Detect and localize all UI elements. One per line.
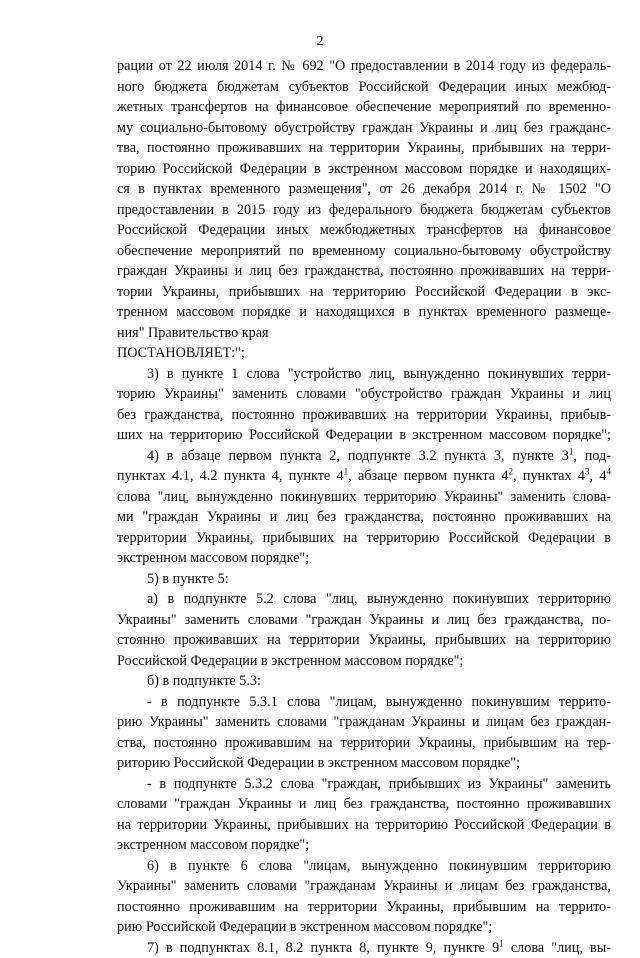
text-line [117, 220, 611, 241]
text-segment: риторию Российской Федерации в экстренном массовом порядке"; [117, 755, 520, 771]
text-segment: ния" Правительство края [117, 325, 269, 341]
text-segment: Российской Федерации в экстренном массовом порядке"; [117, 653, 463, 669]
text-segment: торию Украины" заменить словами "обустройство граждан Украины и лиц [117, 386, 611, 402]
text-line [117, 179, 611, 200]
text-line [117, 282, 611, 303]
text-segment: ного бюджета бюджетам субъектов Российской Федерации иных межбюд- [117, 79, 611, 95]
text-line [117, 343, 611, 364]
text-segment: 6) в пункте 6 слова "лицам, вынужденно покинувшим территорию [147, 858, 611, 874]
text-segment: постоянно проживавшим на территории Украины, прибывшим на террито- [117, 899, 611, 915]
superscript: 3 [585, 466, 590, 476]
text-segment: б) в подпункте 5.3: [147, 673, 261, 689]
text-line [117, 938, 611, 958]
text-segment: 5) в пункте 5: [147, 571, 229, 587]
text-segment: обеспечение мероприятий по временному социально-бытовому обустройству [117, 243, 611, 259]
text-segment: жетных трансфертов на финансовое обеспечение мероприятий по временно- [117, 99, 611, 115]
superscript: 1 [569, 446, 574, 456]
text-segment: пунктах 4.1, 4.2 пункта 4, пункте 4 [117, 468, 344, 484]
text-line [117, 405, 611, 426]
text-segment: рации от 22 июля 2014 г. № 692 "О предоставлении в 2014 году из федераль- [117, 58, 611, 74]
text-line [117, 77, 611, 98]
text-line [117, 97, 611, 118]
text-segment: тории Украины, прибывших на территорию Российской Федерации в экс- [117, 284, 611, 300]
text-segment: торию Российской Федерации в экстренном массовом порядке и находящих- [117, 161, 611, 177]
text-line [117, 56, 611, 77]
superscript: 1 [344, 466, 349, 476]
text-segment: - в подпункте 5.3.2 слова "граждан, прибывших из Украины" заменить [147, 776, 611, 792]
text-line [117, 466, 611, 487]
text-segment: ми "граждан Украины и лиц без гражданства, постоянно проживавших на [117, 509, 611, 525]
text-segment: тва, постоянно проживавших на территории Украины, прибывших на терри- [117, 140, 611, 156]
text-line [117, 118, 611, 139]
text-segment: , пунктах 4 [513, 468, 585, 484]
text-segment: Российской Федерации иных межбюджетных трансфертов на финансовое [117, 222, 611, 238]
text-line [117, 897, 611, 918]
text-segment: рию Украины" заменить словами "гражданам Украины и лицам без граждан- [117, 714, 611, 730]
text-line [117, 507, 611, 528]
text-segment: стоянно проживавших на территории Украины, прибывших на территорию [117, 632, 611, 648]
text-segment: , 4 [590, 468, 607, 484]
text-line [117, 712, 611, 733]
text-line [117, 384, 611, 405]
text-segment: рию Российской Федерации в экстренном массовом порядке"; [117, 919, 492, 935]
text-line [117, 876, 611, 897]
text-segment: экстренном массовом порядке"; [117, 550, 309, 566]
text-segment: предоставлении в 2015 году из федерального бюджета бюджетам субъектов [117, 202, 611, 218]
text-segment: экстренном массовом порядке"; [117, 837, 309, 853]
text-segment: тренном массовом порядке и находящихся в пунктах временного размеще- [117, 304, 611, 320]
page-number: 2 [0, 34, 640, 50]
text-line [117, 630, 611, 651]
text-line [117, 302, 611, 323]
text-segment: на территории Украины, прибывших на территорию Российской Федерации в [117, 817, 611, 833]
text-line [117, 856, 611, 877]
text-segment: , под- [573, 448, 611, 464]
text-line [117, 548, 611, 569]
superscript: 2 [508, 466, 513, 476]
text-segment: слова "лиц, вы- [504, 940, 611, 956]
text-line [117, 610, 611, 631]
text-line [117, 569, 611, 590]
text-line [117, 159, 611, 180]
text-segment: Украины" заменить словами "граждан Украины и лиц без гражданства, по- [117, 612, 611, 628]
text-line [117, 651, 611, 672]
text-segment: 4) в абзаце первом пункта 2, подпункте 3.2 пункта 3, пункте 3 [147, 448, 569, 464]
text-line [117, 425, 611, 446]
text-line [117, 692, 611, 713]
text-line [117, 753, 611, 774]
text-segment: граждан Украины и лиц без гражданства, постоянно проживавших на терри- [117, 263, 611, 279]
text-segment: слова "лиц, вынужденно покинувших территорию Украины" заменить слова- [117, 489, 611, 505]
text-segment: 7) в подпунктах 8.1, 8.2 пункта 8, пункте 9, пункте 9 [147, 940, 499, 956]
text-line [117, 241, 611, 262]
text-segment: - в подпункте 5.3.1 слова "лицам, вынужденно покинувшим террито- [147, 694, 611, 710]
text-line [117, 835, 611, 856]
text-line [117, 774, 611, 795]
superscript: 1 [499, 938, 504, 948]
text-line [117, 138, 611, 159]
text-segment: ПОСТАНОВЛЯЕТ:"; [117, 345, 245, 361]
text-line [117, 815, 611, 836]
text-line [117, 917, 611, 938]
text-segment: а) в подпункте 5.2 слова "лиц, вынужденно покинувших территорию [147, 591, 611, 607]
text-segment: , абзаце первом пункта 4 [348, 468, 508, 484]
text-segment: без гражданства, постоянно проживавших на территории Украины, прибыв- [117, 407, 611, 423]
text-segment: ся в пунктах временного размещения", от 26 декабря 2014 г. № 1502 "О [117, 181, 611, 197]
text-line [117, 733, 611, 754]
text-segment: му социально-бытовому обустройству граждан Украины и лиц без гражданс- [117, 120, 611, 136]
text-line [117, 200, 611, 221]
text-line [117, 261, 611, 282]
text-line [117, 589, 611, 610]
text-segment: ших на территорию Российской Федерации в экстренном массовом порядке"; [117, 427, 611, 443]
text-segment: ства, постоянно проживавшим на территории Украины, прибывшим на тер- [117, 735, 611, 751]
text-segment: словами "граждан Украины и лиц без гражданства, постоянно проживавших [117, 796, 611, 812]
text-line [117, 794, 611, 815]
text-line [117, 528, 611, 549]
text-segment: Украины" заменить словами "гражданам Украины и лицам без гражданства, [117, 878, 611, 894]
text-line [117, 671, 611, 692]
text-segment: территории Украины, прибывших на территорию Российской Федерации в [117, 530, 611, 546]
document-body [117, 56, 611, 958]
text-line [117, 364, 611, 385]
text-line [117, 323, 611, 344]
text-line [117, 446, 611, 467]
text-line [117, 487, 611, 508]
superscript: 4 [607, 466, 612, 476]
text-segment: 3) в пункте 1 слова "устройство лиц, вынужденно покинувших терри- [147, 366, 611, 382]
